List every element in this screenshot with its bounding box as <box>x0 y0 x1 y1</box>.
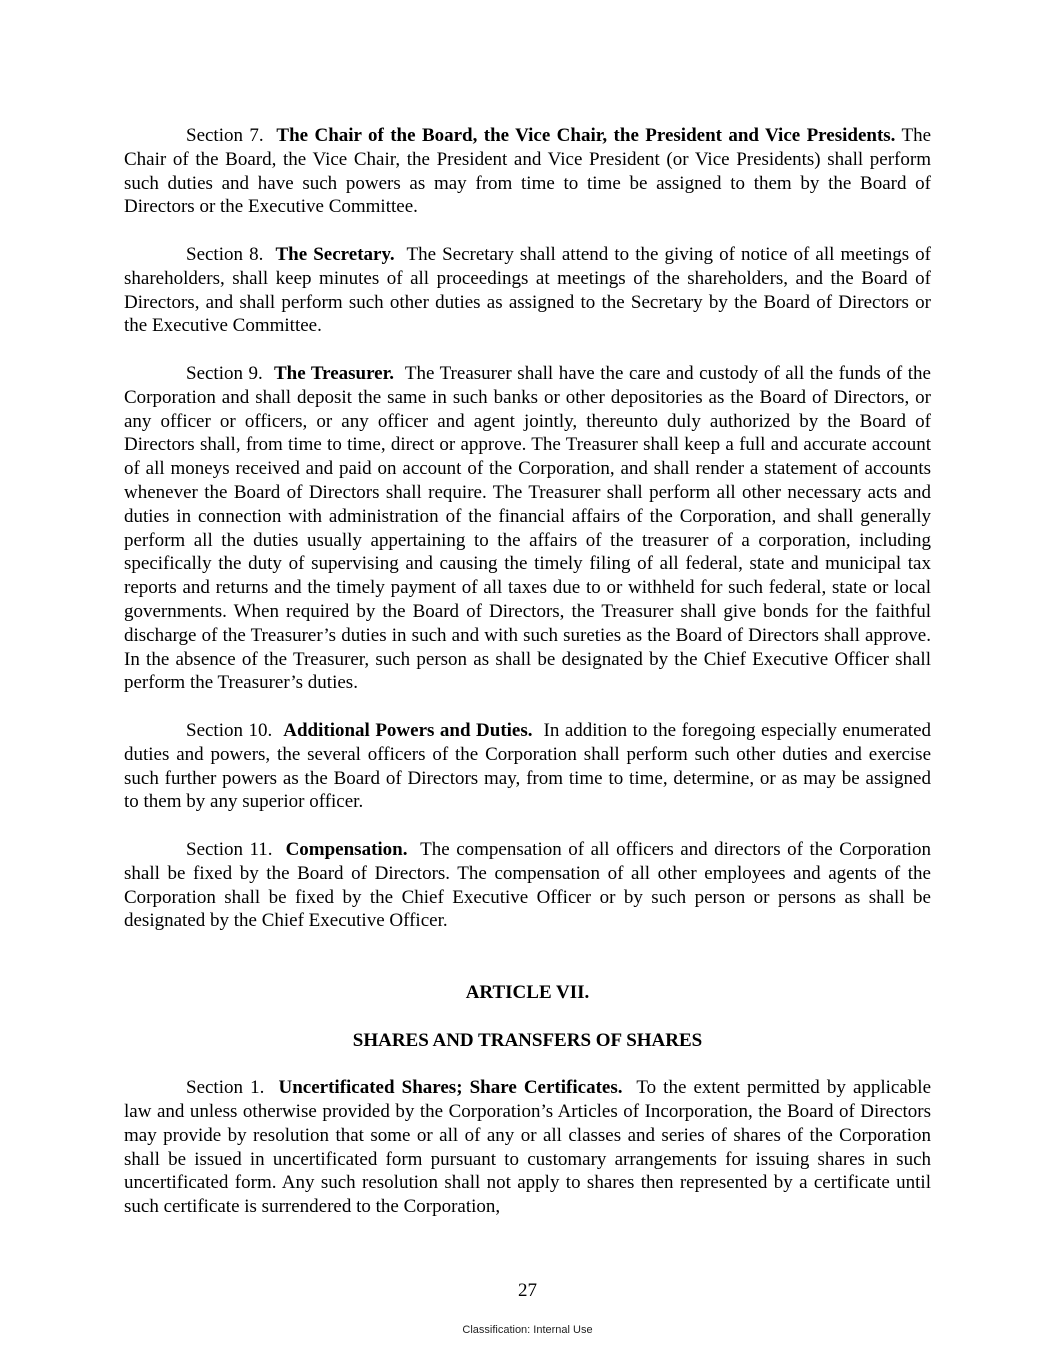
section-body: In addition to the foregoing especially enumerated duties and powers, the several officers of the Corporation shall perform such other duties and exercise such further powers as the Board of Directors may, from time to time, determine, or as may be assigned to them by any superior officer. <box>124 719 932 813</box>
section-body: The Treasurer shall have the care and custody of all the funds of the Corporation and shall deposit the same in such banks or other depositories as the Board of Directors, or any officer or officers, or any officer and agent jointly, thereunto duly authorized by the Board of Directors shall, from time to time, direct or approve. The Treasurer shall keep a full and accurate account of all moneys received and paid on account of the Corporation, and shall render a statement of accounts whenever the Board of Directors shall require. The Treasurer shall perform all other necessary acts and duties in connection with administration of the financial affairs of the Corporation, and shall generally perform all the duties usually appertaining to the affairs of the treasurer of a corporation, including specifically the duty of supervising and causing the timely filing of all federal, state and municipal tax reports and returns and the timely payment of all taxes due to or withheld for such federal, state or local governments. When required by the Board of Directors, the Treasurer shall give bonds for the faithful discharge of the Treasurer’s duties in such and with such sureties as the Board of Directors shall approve. In the absence of the Treasurer, such person as shall be designated by the Chief Executive Officer shall perform the Treasurer’s duties. <box>124 362 931 694</box>
page-number: 27 <box>518 1280 537 1301</box>
section-number: Section 8. <box>186 243 264 265</box>
section-title: The Chair of the Board, the Vice Chair, the President and Vice Presidents. <box>276 125 896 146</box>
article-number: ARTICLE VII. <box>465 982 590 1004</box>
document-page <box>124 124 931 1243</box>
section-10 <box>124 719 931 814</box>
article-section-1 <box>124 1076 931 1219</box>
section-body: The Secretary shall attend to the giving of notice of all meetings of shareholders, shall keep minutes of all proceedings at meetings of the shareholders, and the Board of Directors, and shall perform such other duties as assigned to the Secretary by the Board of Directors or the Executive Committee. <box>124 243 931 337</box>
classification-label: Classification: Internal Use <box>462 1324 593 1336</box>
section-title: Compensation. <box>285 838 408 860</box>
section-number: Section 11. <box>186 838 273 860</box>
section-title: The Treasurer. <box>273 362 395 384</box>
section-title: Additional Powers and Duties. <box>283 719 533 741</box>
section-title: The Secretary. <box>275 243 395 265</box>
section-body: The Chair of the Board, the Vice Chair, the President and Vice President (or Vice Presidents) shall perform such duties and have such powers as may from time to time be assigned to them by the Board of Directors or the Executive Committee. <box>124 125 932 218</box>
section-body: The compensation of all officers and directors of the Corporation shall be fixed by the Board of Directors. The compensation of all other employees and agents of the Corporation shall be fixed by the Chief Executive Officer or by such person or persons as shall be designated by the Chief Executive Officer. <box>124 838 932 932</box>
section-11 <box>124 838 931 933</box>
section-number: Section 10. <box>186 719 273 741</box>
section-9 <box>124 362 931 695</box>
section-title: Uncertificated Shares; Share Certificates. <box>278 1077 623 1099</box>
article-title: SHARES AND TRANSFERS OF SHARES <box>352 1029 703 1051</box>
section-number: Section 7. <box>186 125 264 146</box>
section-7 <box>124 124 931 219</box>
section-8 <box>124 243 931 338</box>
section-body: To the extent permitted by applicable law and unless otherwise provided by the Corporation’s Articles of Incorporation, the Board of Directors may provide by resolution that some or all of any or all classes and series of shares of the Corporation shall be issued in uncertificated form pursuant to customary arrangements for issuing shares in such uncertificated form. Any such resolution shall not apply to shares then represented by a certificate until such certificate is surrendered to the Corporation, <box>124 1077 932 1218</box>
section-number: Section 1. <box>186 1077 265 1099</box>
section-number: Section 9. <box>186 362 263 384</box>
